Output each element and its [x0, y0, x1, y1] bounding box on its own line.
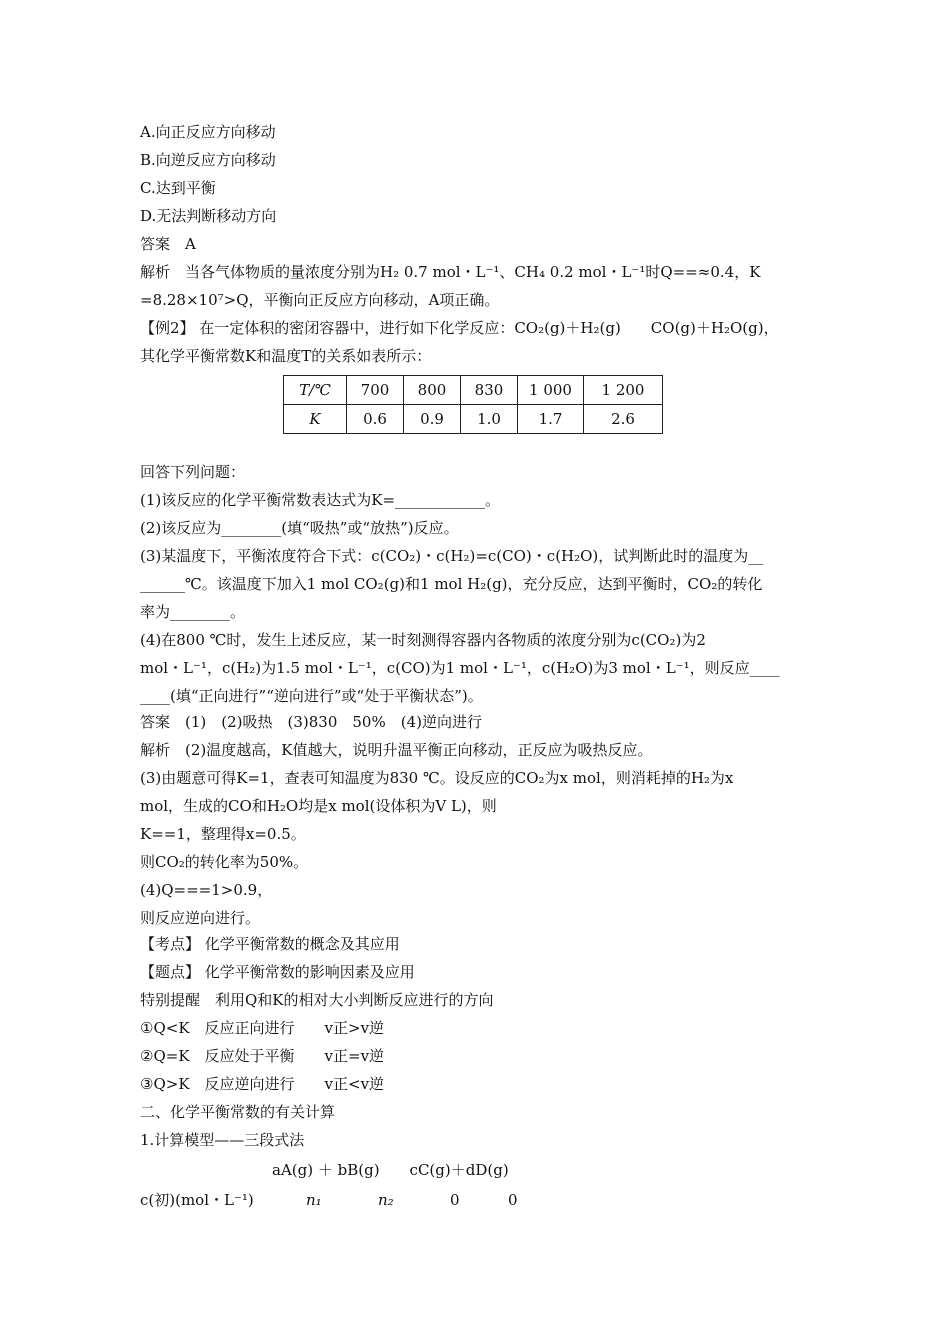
n1-value: n₁	[306, 1191, 322, 1209]
table-cell: 2.6	[584, 405, 663, 434]
initial-concentration-label: c(初)(mol・L⁻¹)	[140, 1191, 254, 1209]
table-cell: 700	[347, 376, 404, 405]
analysis-line: (4)Q===1>0.9，	[140, 881, 273, 899]
table-cell: K	[284, 405, 347, 434]
question-3: 率为________。	[140, 603, 246, 621]
question-4: mol・L⁻¹，c(H₂)为1.5 mol・L⁻¹，c(CO)为1 mol・L⁻¹，c(H₂O)为3 mol・L⁻¹，则反应____	[140, 659, 780, 677]
analysis-line: 解析 (2)温度越高，K值越大，说明升温平衡正向移动，正反应为吸热反应。	[140, 741, 653, 759]
table-cell: 1.0	[461, 405, 518, 434]
option-a: A.向正反应方向移动	[140, 123, 276, 141]
analysis-line: 解析 当各气体物质的量浓度分别为H₂ 0.7 mol・L⁻¹、CH₄ 0.2 mol・L⁻¹时Q==≈0.4，K	[140, 263, 761, 281]
option-d: D.无法判断移动方向	[140, 207, 277, 225]
question-4: ____(填“正向进行”“逆向进行”或“处于平衡状态”)。	[140, 687, 483, 705]
question-point: 【题点】 化学平衡常数的影响因素及应用	[140, 963, 415, 981]
question-1: (1)该反应的化学平衡常数表达式为K=____________。	[140, 491, 501, 509]
question-4: (4)在800 ℃时，发生上述反应，某一时刻测得容器内各物质的浓度分别为c(CO₂)为2	[140, 631, 706, 649]
question-intro: 回答下列问题：	[140, 463, 246, 481]
analysis-line: =8.28×10⁷>Q，平衡向正反应方向移动，A项正确。	[140, 291, 500, 309]
tip-item: ③Q>K 反应逆向进行 v正<v逆	[140, 1075, 385, 1093]
table-cell: 830	[461, 376, 518, 405]
table-cell: T/℃	[284, 376, 347, 405]
analysis-line: K==1，整理得x=0.5。	[140, 825, 306, 843]
equilibrium-constant-table	[283, 375, 663, 434]
tip-item: ①Q<K 反应正向进行 v正>v逆	[140, 1019, 385, 1037]
table-cell: 0.9	[404, 405, 461, 434]
option-c: C.达到平衡	[140, 179, 216, 197]
special-tip: 特别提醒 利用Q和K的相对大小判断反应进行的方向	[140, 991, 494, 1009]
answer-line: 答案 A	[140, 235, 196, 253]
knowledge-point: 【考点】 化学平衡常数的概念及其应用	[140, 935, 400, 953]
example-text: 其化学平衡常数K和温度T的关系如表所示：	[140, 347, 432, 365]
zero-value: 0	[450, 1191, 460, 1209]
question-3: (3)某温度下，平衡浓度符合下式：c(CO₂)・c(H₂)=c(CO)・c(H₂O)，试判断此时的温度为__	[140, 547, 764, 565]
analysis-line: mol，生成的CO和H₂O均是x mol(设体积为V L)，则	[140, 797, 497, 815]
n2-value: n₂	[378, 1191, 394, 1209]
reaction-equation: aA(g) ＋ bB(g) cC(g)＋dD(g)	[272, 1161, 509, 1179]
table-row	[284, 376, 663, 405]
table-row	[284, 405, 663, 434]
option-b: B.向逆反应方向移动	[140, 151, 276, 169]
zero-value: 0	[508, 1191, 518, 1209]
answer-line: 答案 (1) (2)吸热 (3)830 50% (4)逆向进行	[140, 713, 482, 731]
table-cell: 800	[404, 376, 461, 405]
table-cell: 1 000	[518, 376, 584, 405]
section-heading: 二、化学平衡常数的有关计算	[140, 1103, 336, 1121]
question-2: (2)该反应为________(填“吸热”或“放热”)反应。	[140, 519, 459, 537]
question-3: ______℃。该温度下加入1 mol CO₂(g)和1 mol H₂(g)，充分反应，达到平衡时，CO₂的转化	[140, 575, 763, 593]
example-heading: 【例2】 在一定体积的密闭容器中，进行如下化学反应：CO₂(g)＋H₂(g) CO(g)＋H₂O(g)，	[140, 319, 779, 337]
analysis-line: (3)由题意可得K=1，查表可知温度为830 ℃。设反应的CO₂为x mol，则消耗掉的H₂为x	[140, 769, 734, 787]
analysis-line: 则CO₂的转化率为50%。	[140, 853, 309, 871]
analysis-line: 则反应逆向进行。	[140, 909, 261, 927]
subsection-heading: 1.计算模型——三段式法	[140, 1131, 305, 1149]
table-cell: 1.7	[518, 405, 584, 434]
tip-item: ②Q=K 反应处于平衡 v正=v逆	[140, 1047, 385, 1065]
table-cell: 0.6	[347, 405, 404, 434]
table-cell: 1 200	[584, 376, 663, 405]
